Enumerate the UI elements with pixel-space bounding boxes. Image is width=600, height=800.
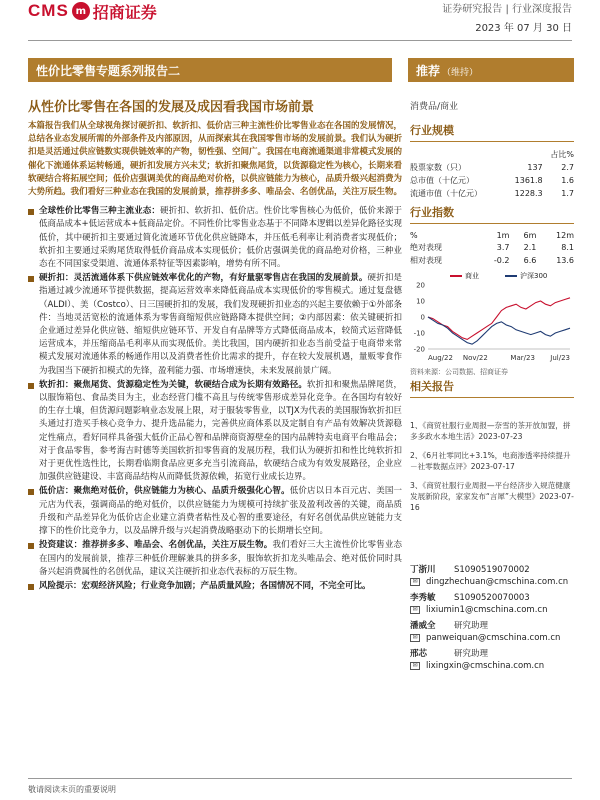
y-tick-label: 10 [416, 297, 425, 306]
col-header: 1m [496, 231, 510, 240]
logo-text: CMS [28, 1, 69, 20]
pct-header: 占比% [550, 150, 574, 159]
analyst-section [410, 564, 574, 676]
table-row [410, 254, 574, 267]
y-tick-label: -20 [413, 345, 425, 354]
analyst-name: 丁浙川 [410, 565, 436, 575]
row-value: 6.6 [523, 256, 537, 265]
bullet-item [28, 539, 402, 579]
row-label: 股票家数（只） [410, 163, 466, 172]
bullet-square-icon [28, 383, 34, 389]
bullet-item [28, 379, 402, 485]
bullet-square-icon [28, 209, 34, 215]
bullet-square-icon [28, 584, 34, 590]
header-meta [442, 0, 572, 34]
analyst-row [410, 564, 574, 576]
industry-scale-title: 行业规模 [410, 122, 574, 142]
series-banner: 性价比零售专题系列报告二 [28, 58, 392, 82]
row-pct: 1.6 [561, 176, 574, 185]
industry-index-title: 行业指数 [410, 204, 574, 224]
related-title: 相关报告 [410, 378, 574, 398]
row-label: 流通市值（十亿元） [410, 189, 482, 198]
analyst-email[interactable]: panweiquan@cmschina.com.cn [426, 633, 561, 643]
legend-label: 商业 [465, 272, 479, 280]
bullet-item [28, 580, 402, 593]
bullet-head: 风险提示：宏观经济风险；行业竞争加剧；产品质量风险；各国情况不同，不完全可比。 [39, 580, 371, 591]
row-label: 绝对表现 [410, 243, 442, 252]
analyst-row [410, 592, 574, 604]
x-tick-label: Aug/22 [428, 354, 453, 362]
table-row [410, 187, 574, 200]
analyst-email[interactable]: dingzhechuan@cmschina.com.cn [426, 577, 569, 587]
col-header: % [410, 231, 418, 240]
industry-scale-table [410, 148, 574, 200]
analyst-email-row [410, 604, 574, 616]
analyst-cert: S1090520070003 [454, 593, 530, 603]
related-item[interactable]: 3、《商贸社服行业周报—平台经济步入规范健康发展新阶段，家家发布“言犀”大模型》2023-07-16 [410, 481, 574, 512]
related-list [410, 420, 574, 513]
bullet-text: 软折扣和聚焦品牌尾货，以服饰箱包、食品类目为主，业态经营门槛不高且与传统零售形成差异化竞争。在各国均有较好的生存土壤，但货源问题影响业态发展上限，对于服装零售业，以TJX为代表的美国服饰软折扣巨头通过打造买手核心竞争力、提升选品能力，完善供应商体系以及定制自有产品有效解决货源稳定性痛点，看好同样具备强大低价正品心智和品牌商资源壁垒的国内品牌特卖电商平台唯品会；对于食品零售，参考海吉时德等美国软折扣零售商的发展历程，我们认为硬折扣和性比纯软折扣对于更优性选性比，长期看临期食品应更多充当引流商品，软硬结合成为有效发展路径，企业应加强供应链建设、丰富商品结构从而降低货源依赖，拓宽行业成长边界。 [39, 379, 402, 483]
row-value: 2.1 [523, 243, 537, 252]
bullet-text: 硬折扣、软折扣、低价店。性价比零售核心为低价，低价来源于低商品成本+低运营成本+低商品定价。不同性价比零售业态基于不同降本逻辑以差异化路径实现低价，其中硬折扣主要通过简化流通环节优化供应链降本，并压低毛利率让利消费者实现低价；软折扣主要通过采购尾货取得低价商品成本实现低价；低价店强调美优的商品绝对价格，三种业态在不同国家受渠道、流通体系特征等因素影响，增势有所不同。 [39, 206, 402, 270]
analyst-name: 李秀敏 [410, 593, 436, 603]
bullet-item [28, 485, 402, 538]
footer-note: 敬请阅读末页的重要说明 [28, 785, 116, 794]
series-line-1 [428, 298, 570, 340]
bullet-item [28, 205, 402, 271]
rating-sub: （维持） [442, 68, 479, 78]
email-icon: ✉ [410, 606, 420, 614]
legend-label: 沪深300 [520, 272, 548, 280]
row-value: 1361.8 [514, 176, 543, 185]
email-icon: ✉ [410, 578, 420, 586]
related-reports-section [410, 378, 574, 521]
main-content [28, 120, 402, 594]
bullet-text: 硬折扣是指通过减少流通环节提供数据，提高运营效率来降低商品成本实现低价的零售模式。通过复盘德（ALDI）、美（Costco）、日三国硬折扣的发展，我们发现硬折扣业态的兴起主要依赖于①外部条件：当地灵活宽松的流通体系为零售商缩短供应链路降本提供空间；②内部因素：依关键硬折扣企业通过差异化供应链、缩短供应链环节、开发自有品牌等方式降低商品成本，较简式运营降低运营成本，并压缩商品毛利率从而实现低价。美比我国，国内硬折扣业态当前受益于电商带来常模式发展对流通体系的畅通作用以及消费者性价比需求的提升，存在较大发展机遇，量贩零食作为我国当下硬折扣模式的先锋，盈利能力强、市场增速快，未来发展前景广阔。 [39, 273, 402, 376]
analyst-email-row [410, 632, 574, 644]
row-label: 相对表现 [410, 256, 442, 265]
analyst-email-row [410, 576, 574, 588]
analyst-name: 邢芯 [410, 649, 428, 659]
analyst-row [410, 620, 574, 632]
analyst-email-row [410, 660, 574, 672]
report-date: 2023 年 07 月 30 日 [475, 23, 572, 34]
bullet-head: 软折扣：聚焦尾货、货源稳定性为关键，软硬结合成为长期有效路径。 [39, 379, 308, 390]
analyst-cert: 研究助理 [454, 621, 489, 631]
row-value: 8.1 [561, 243, 574, 252]
email-icon: ✉ [410, 634, 420, 642]
analyst-email[interactable]: lixiumin1@cmschina.com.cn [426, 605, 548, 615]
x-tick-label: Nov/22 [462, 354, 488, 362]
chart-legend [450, 271, 574, 281]
y-tick-label: -10 [413, 329, 425, 338]
row-value: 3.7 [496, 243, 510, 252]
table-row [410, 161, 574, 174]
analyst-row [410, 648, 574, 660]
index-chart [410, 281, 574, 363]
chart-source: 资料来源：公司数据、招商证券 [410, 368, 508, 376]
col-header: 12m [556, 231, 574, 240]
legend-item [450, 271, 479, 281]
rating-label: 推荐 [416, 64, 441, 78]
report-type: 证券研究报告 | 行业深度报告 [442, 4, 572, 15]
table-row [410, 174, 574, 187]
industry-index-section [410, 204, 574, 377]
row-value: 1228.3 [514, 189, 543, 198]
cms-logo [28, 0, 157, 22]
row-value: -0.2 [493, 256, 510, 265]
row-value: 13.6 [556, 256, 574, 265]
bullet-head: 投资建议：推荐拼多多、唯品会、名创优品，关注万辰生物。 [39, 540, 273, 551]
analyst-email[interactable]: lixingxin@cmschina.com.cn [426, 661, 545, 671]
bullet-head: 低价店：聚焦绝对低价，供应链能力为核心、品质升级强化心智。 [39, 486, 290, 497]
series-line-2 [428, 317, 570, 344]
header-divider [28, 40, 572, 41]
related-item[interactable]: 1、《商贸社服行业周报—奈雪的茶开放加盟，拼多多政水本地生活》2023-07-23 [410, 421, 571, 441]
industry-scale-section [410, 122, 574, 200]
row-label: 总市值（十亿元） [410, 176, 474, 185]
related-item[interactable]: 2、《6月社零同比+3.1%，电商渗透率持续提升－社零数据点评》2023-07-17 [410, 451, 571, 471]
rating-banner [408, 58, 574, 82]
analyst-cert: S1090519070002 [454, 565, 530, 575]
table-header-row [410, 230, 574, 241]
bullet-square-icon [28, 489, 34, 495]
sector-label: 消费品/商业 [410, 102, 459, 112]
logo-chinese-name: 招商证券 [92, 2, 157, 22]
logo-mark-icon: m [72, 2, 90, 20]
bullet-head: 硬折扣：灵活流通体系下供应链效率优化的产物，有好量驱零售店在我国的发展前景。 [39, 273, 368, 284]
bullet-square-icon [28, 276, 34, 282]
bullet-square-icon [28, 543, 34, 549]
bullet-head: 全球性价比零售三种主流业态： [39, 206, 161, 217]
page-header [0, 0, 600, 40]
bullet-list [28, 205, 402, 593]
col-header: 6m [523, 231, 537, 240]
row-pct: 1.7 [561, 189, 574, 198]
abstract: 本篇报告我们从全球视角探讨硬折扣、软折扣、低价店三种主流性价比零售业态在各国的发展情况，总结各业态发展所需的外部条件及内部原因，从而探索其在我国零售市场的发展前景。我们认为硬折扣是灵活通过供应链数实现供链效率的产物，韧性强、空间广。我国在电商流通渠道非常模式发展的催化下流通体系运转畅通，硬折扣发展方兴未艾；软折扣聚焦尾货，以货源稳定性为核心，长期来看软硬结合将拓展空间；低价店强调美优的商品绝对价格，以供应链能力为核心，品质升级兴起消费为大势所趋。我们看好三种业态在我国的发展前景，推荐拼多多、唯品会、名创优品，关注万辰生物。 [28, 121, 403, 198]
bullet-item [28, 272, 402, 378]
report-title: 从性价比零售在各国的发展及成因看我国市场前景 [28, 100, 315, 115]
email-icon: ✉ [410, 662, 420, 670]
bullet-text: 我们看好三大主流性价比零售业态在国内的发展前景，推荐三种低价理解兼具的拼多多，服饰软折扣龙头唯品会、绝对低价同时具备兴起消费属性的名创优品，建议关注硬折扣业态代表标的万辰生物。 [39, 540, 402, 577]
analyst-cert: 研究助理 [454, 649, 489, 659]
x-tick-label: Jul/23 [550, 354, 570, 362]
row-pct: 2.7 [561, 163, 574, 172]
table-row [410, 241, 574, 254]
legend-item [505, 271, 547, 281]
row-value: 137 [527, 163, 543, 172]
footer-divider [28, 778, 572, 779]
bullet-text: 低价店以日本百元店、美国一元店为代表，强调商品的绝对低价，以供应链能力为规模可持续扩张及盈利改善的关键，商品质升级和产品差异化为低价店企业建立消费者粘性及心智的重要途径，有好名创优品供应链能力支撑下的性价比竞争力，以及品牌升级与兴起消费战略驱动下的长期增长空间。 [39, 486, 402, 537]
analyst-name: 潘威全 [410, 621, 436, 631]
industry-index-table [410, 230, 574, 267]
x-tick-label: Mar/23 [510, 354, 535, 362]
y-tick-label: 0 [420, 313, 425, 322]
y-tick-label: 20 [416, 281, 425, 290]
